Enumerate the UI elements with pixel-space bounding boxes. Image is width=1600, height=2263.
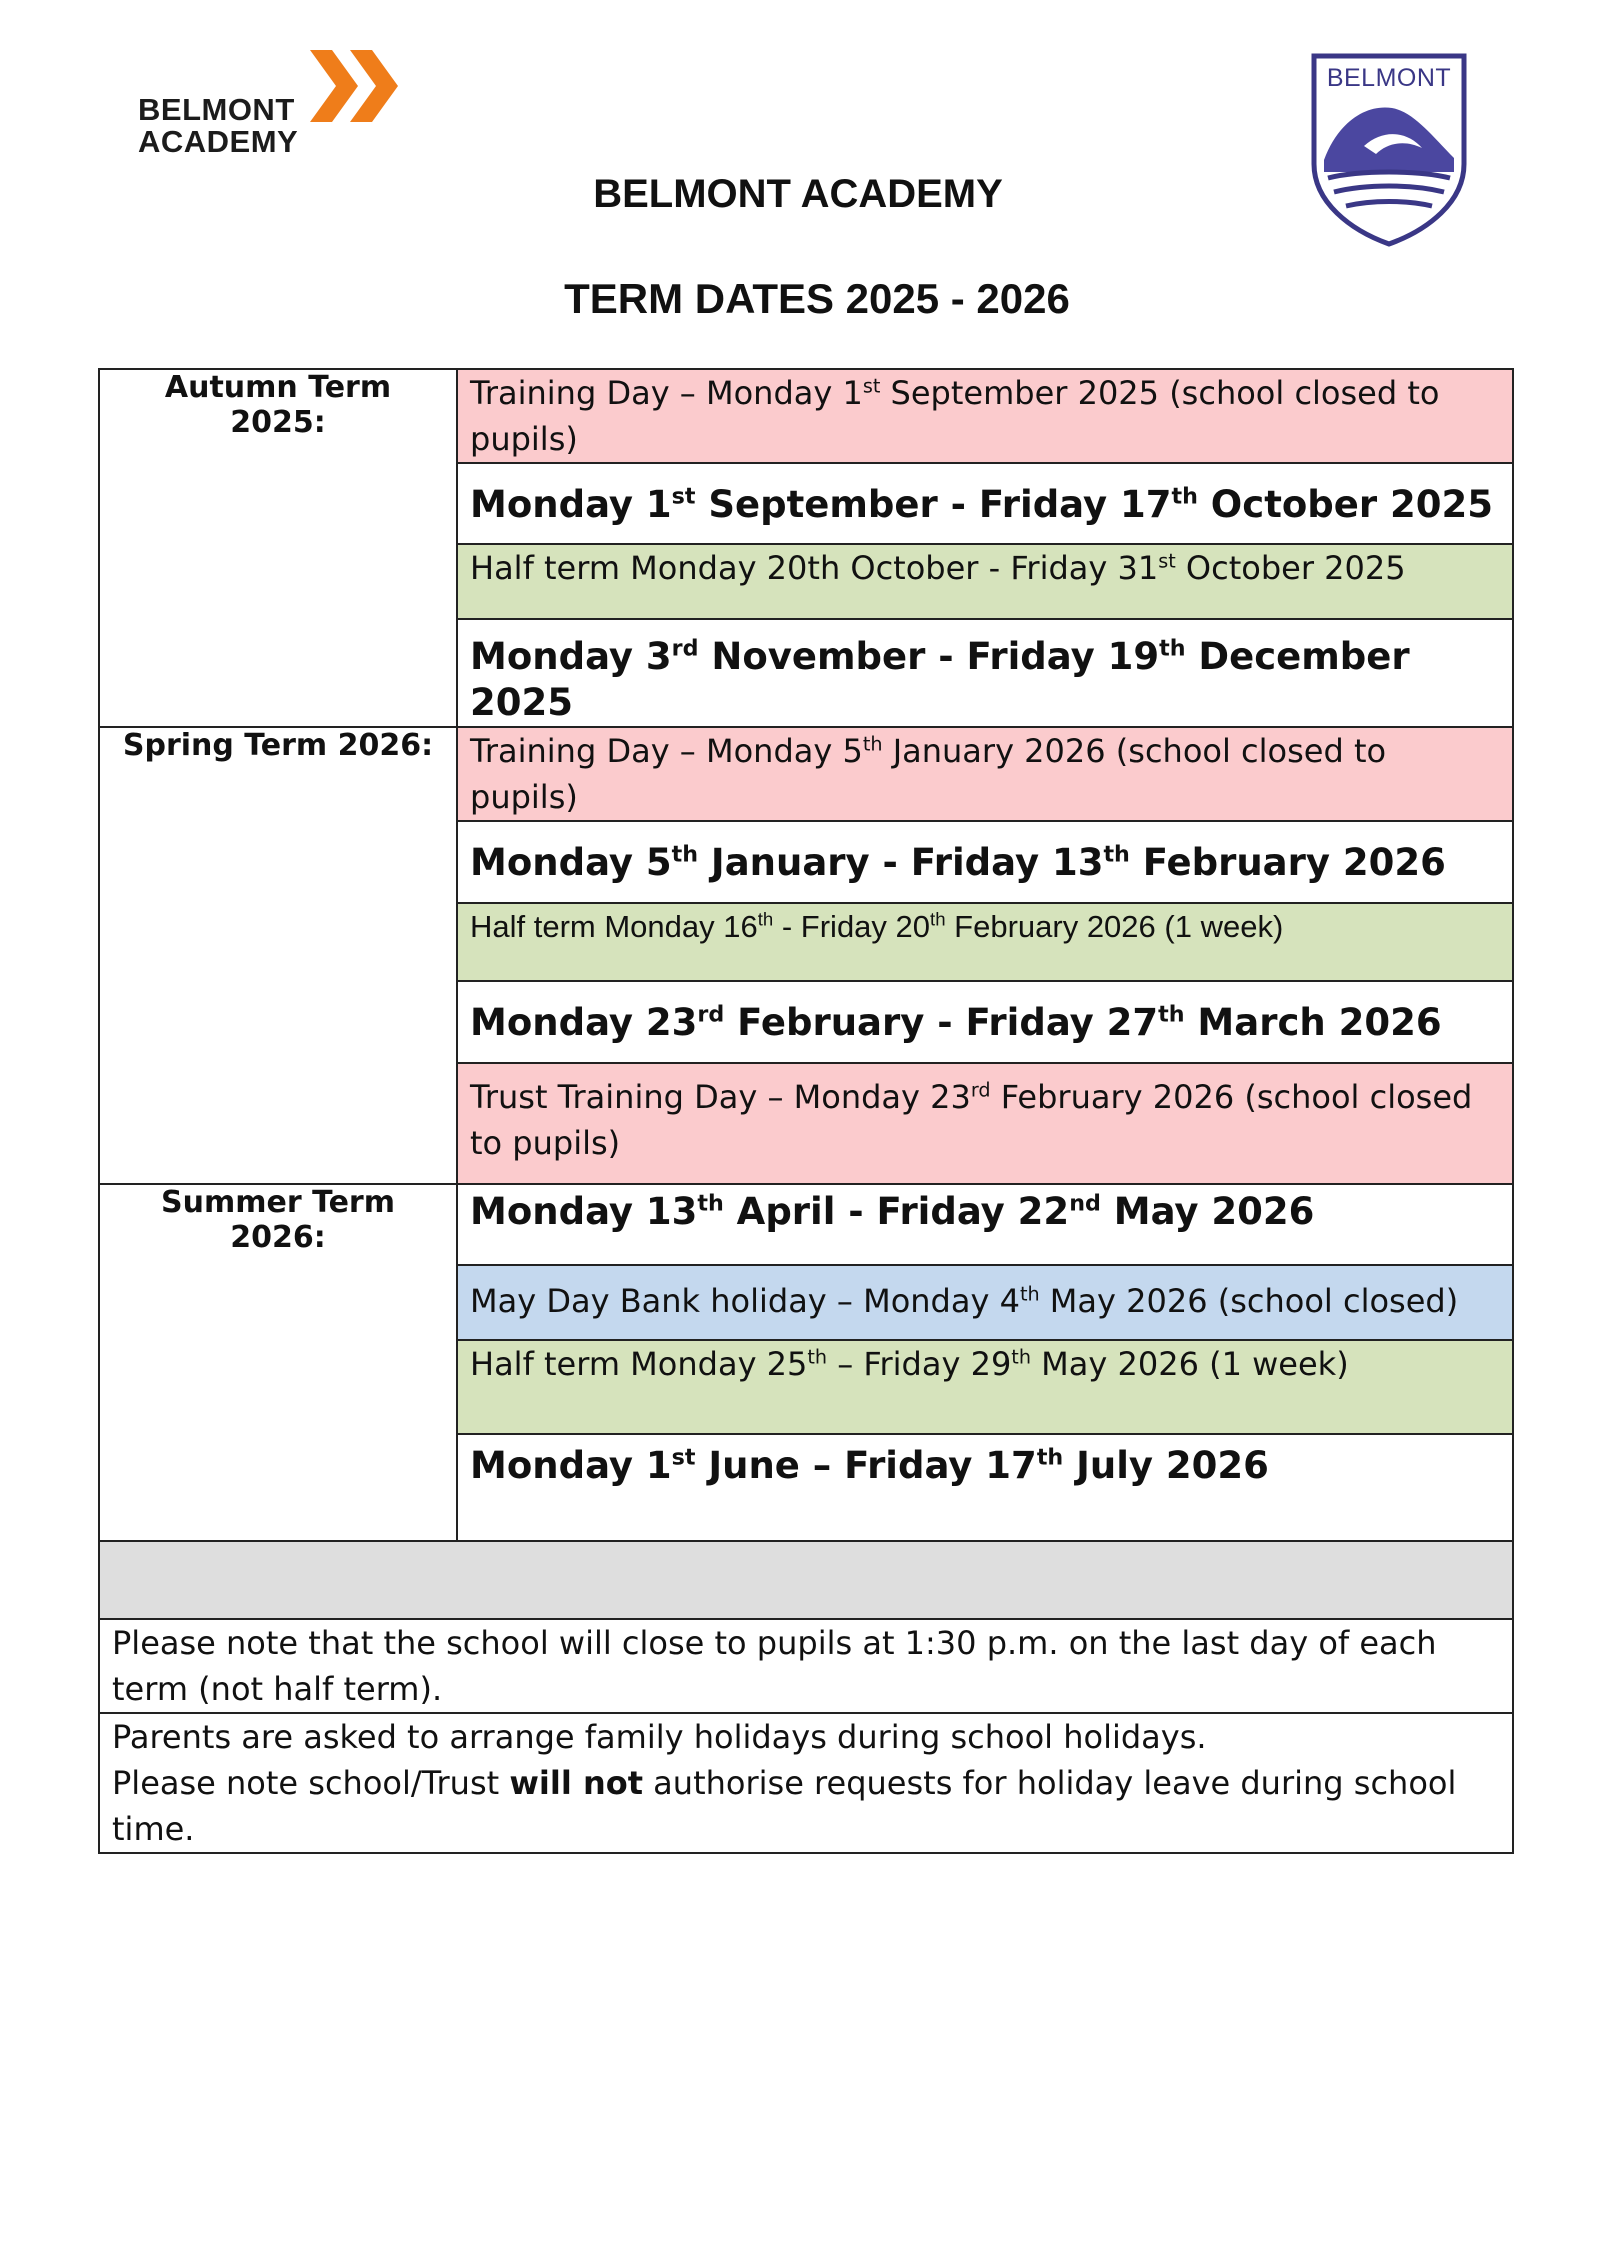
term-dates-table: [98, 368, 1514, 1854]
event-autumn-second-half: Monday 3rd November - Friday 19th December 2025: [457, 619, 1513, 727]
event-summer-second-half: Monday 1st June – Friday 17th July 2026: [457, 1434, 1513, 1541]
logo-line2: ACADEMY: [138, 124, 299, 159]
table-row: [99, 1713, 1513, 1853]
event-summer-half-term: Half term Monday 25th – Friday 29th May 2026 (1 week): [457, 1340, 1513, 1434]
school-crest: [1310, 52, 1468, 248]
event-spring-second-half: Monday 23rd February - Friday 27th March 2026: [457, 981, 1513, 1063]
page-title: BELMONT ACADEMY: [593, 172, 1003, 216]
grey-divider-row: [99, 1541, 1513, 1619]
event-summer-bank-holiday: May Day Bank holiday – Monday 4th May 2026 (school closed): [457, 1265, 1513, 1340]
table-row: [99, 1184, 1513, 1265]
table-row: [99, 1619, 1513, 1713]
event-spring-half-term: Half term Monday 16th - Friday 20th February 2026 (1 week): [457, 903, 1513, 981]
term-label-autumn: Autumn Term 2025:: [99, 369, 457, 727]
note-closing-time: Please note that the school will close to pupils at 1:30 p.m. on the last day of each term (not half term).: [99, 1619, 1513, 1713]
term-label-spring: Spring Term 2026:: [99, 727, 457, 1184]
double-chevron-icon: [310, 50, 410, 122]
event-autumn-training-day: Training Day – Monday 1st September 2025 (school closed to pupils): [457, 369, 1513, 463]
note-holidays-line2: Please note school/Trust will not authorise requests for holiday leave during school time.: [112, 1764, 1457, 1848]
table-row: [99, 727, 1513, 821]
event-spring-trust-training-day: Trust Training Day – Monday 23rd February 2026 (school closed to pupils): [457, 1063, 1513, 1184]
event-autumn-first-half: Monday 1st September - Friday 17th October 2025: [457, 463, 1513, 544]
crest-label: BELMONT: [1326, 64, 1452, 92]
event-summer-first-half: Monday 13th April - Friday 22nd May 2026: [457, 1184, 1513, 1265]
note-holidays: [99, 1713, 1513, 1853]
page-subtitle: TERM DATES 2025 - 2026: [564, 275, 1070, 322]
table-row: [99, 1541, 1513, 1619]
table-row: [99, 369, 1513, 463]
logo-line1: BELMONT: [138, 92, 295, 127]
event-spring-training-day: Training Day – Monday 5th January 2026 (school closed to pupils): [457, 727, 1513, 821]
term-label-summer: Summer Term 2026:: [99, 1184, 457, 1541]
event-spring-first-half: Monday 5th January - Friday 13th February 2026: [457, 821, 1513, 903]
academy-logo: [138, 50, 408, 170]
event-autumn-half-term: Half term Monday 20th October - Friday 31st October 2025: [457, 544, 1513, 619]
note-holidays-line1: Parents are asked to arrange family holidays during school holidays.: [112, 1718, 1207, 1756]
